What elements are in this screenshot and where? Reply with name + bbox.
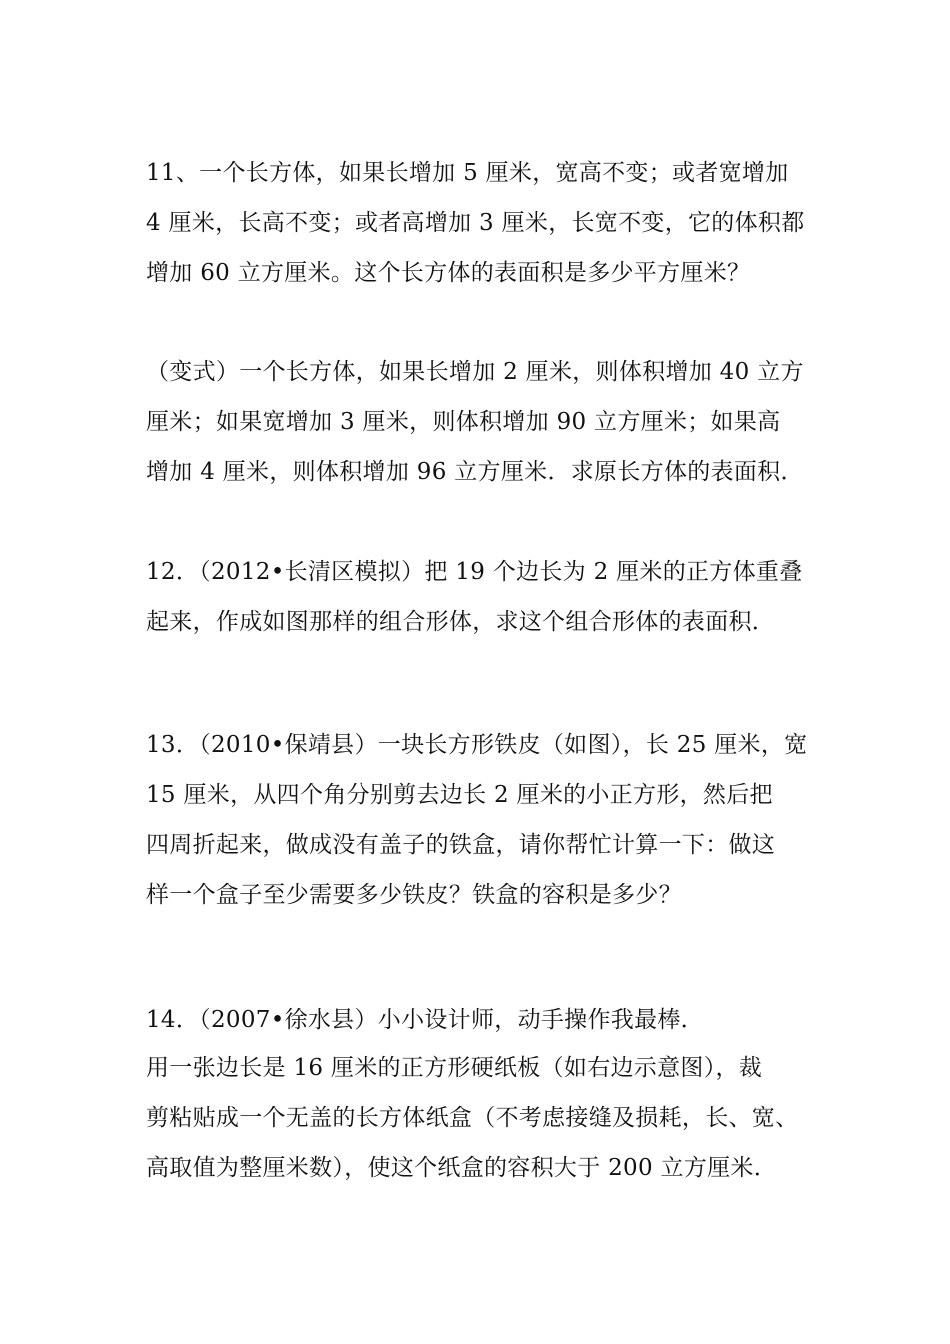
problem-13-line-4: 样一个盒子至少需要多少铁皮？铁盒的容积是多少？ [146, 882, 682, 908]
problem-14-line-4: 高取值为整厘米数），使这个纸盒的容积大于 200 立方厘米． [146, 1155, 778, 1181]
problem-14-line-2: 用一张边长是 16 厘米的正方形硬纸板（如右边示意图），裁 [146, 1055, 763, 1081]
variant-line-1: （变式）一个长方体，如果长增加 2 厘米，则体积增加 40 立方 [146, 359, 804, 385]
problem-13-line-3: 四周折起来，做成没有盖子的铁盒，请你帮忙计算一下：做这 [146, 832, 776, 858]
problem-11-line-1: 11、一个长方体，如果长增加 5 厘米，宽高不变；或者宽增加 [146, 160, 789, 186]
variant-line-2: 厘米；如果宽增加 3 厘米，则体积增加 90 立方厘米；如果高 [146, 409, 781, 435]
problem-11-line-2: 4 厘米，长高不变；或者高增加 3 厘米，长宽不变，它的体积都 [146, 210, 805, 236]
problem-13-line-2: 15 厘米，从四个角分别剪去边长 2 厘米的小正方形，然后把 [146, 782, 773, 808]
problem-14-line-3: 剪粘贴成一个无盖的长方体纸盒（不考虑接缝及损耗，长、宽、 [146, 1105, 799, 1131]
problem-11-line-3: 增加 60 立方厘米。这个长方体的表面积是多少平方厘米？ [146, 260, 751, 286]
problem-13-line-1: 13．（2010•保靖县）一块长方形铁皮（如图），长 25 厘米，宽 [146, 732, 808, 758]
variant-line-3: 增加 4 厘米，则体积增加 96 立方厘米．求原长方体的表面积． [146, 459, 804, 485]
problem-12-line-1: 12．（2012•长清区模拟）把 19 个边长为 2 厘米的正方体重叠 [146, 559, 803, 585]
problem-12-line-2: 起来，作成如图那样的组合形体，求这个组合形体的表面积． [146, 609, 776, 635]
problem-14-line-1: 14．（2007•徐水县）小小设计师，动手操作我最棒． [146, 1007, 704, 1033]
